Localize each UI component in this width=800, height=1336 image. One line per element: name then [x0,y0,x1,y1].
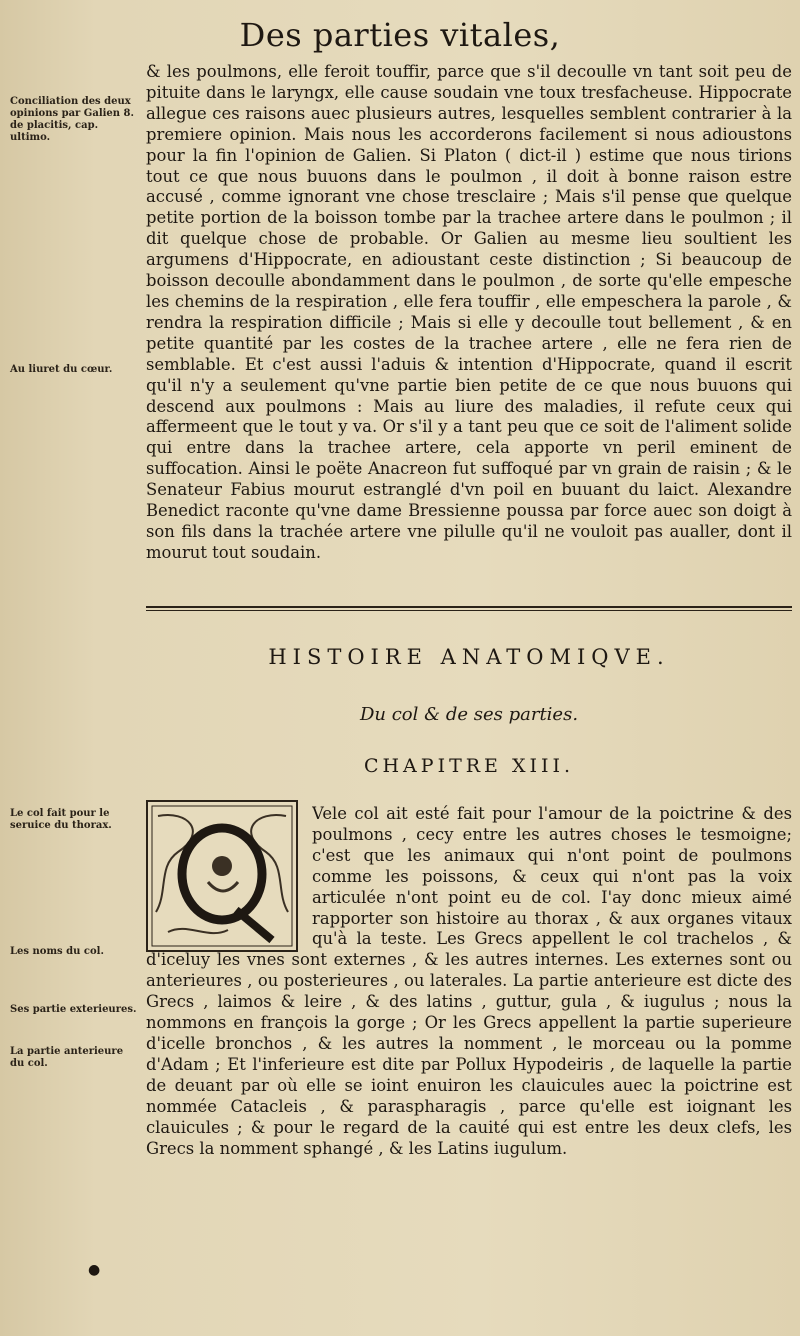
decorated-initial [146,800,298,952]
paragraph-2-top: Vele col ait esté fait pour l'amour de la poictrine & des poulmons , cecy entre les autres choses le tesmoigne; c'est que les animaux qui n'ont point de poulmons comme les poissons, & ceux qui n'ont pas la voix articulée n'ont point eu de col. I'ay donc mieux aimé rapporter son histoire au thorax , & aux organes vitaux qu'à la teste. Les Grecs appellent le col trachelos , & [312,804,792,949]
paragraph-2-bottom: d'iceluy les vnes sont externes , & les autres internes. Les externes sont ou anterieures , ou posterieures , ou laterales. La partie anterieure est dicte des Grecs , laimos & leire , & des latins , guttur, gula , & iugulus ; nous la nommons en françois la gorge ; Or les Grecs appellent la partie superieure d'icelle bronchos , & les autres la nomment , le morceau ou la pomme d'Adam ; Et l'inferieure est dite par Pollux Hypodeiris , de laquelle la partie de deuant par où elle se ioint enuiron les clauicules auec la poictrine est nommée Catacleis , & paraspharagis , parce qu'elle est ioignant les clauicules ; & pour le regard de la cauité qui est entre les deux clefs, les Grecs la nomment sphangé , & les Latins iugulum. [146,950,792,1158]
margin-note: Les noms du col. [10,946,104,957]
running-head: Des parties vitales, [239,16,561,54]
paragraph-2-bottom-window [146,950,792,1260]
paragraph-2-top-window [312,804,792,950]
paragraph-1: & les poulmons, elle feroit touffir, parce que s'il decoulle vn tant soit peu de pituite dans le laryngx, elle cause soudain vne toux tresfacheuse. Hippocrate allegue ces raisons auec plusieurs autres, lesquelles semblent contrarier à la premiere opinion. Mais nous les accorderons facilement si nous adioustons pour la fin l'opinion de Galien. Si Platon ( dict-il ) estime que nous tirions tout ce que nous buuons dans le poulmon , il doit à bonne raison estre accusé , comme ignorant vne chose tresclaire ; Mais s'il pense que quelque petite portion de la boisson tombe par la trachee artere dans le poulmon ; il dit quelque chose de probable. Or Galien au mesme lieu soultient les argumens d'Hippocrate, en adioustant ceste distinction ; Si beaucoup de boisson decoulle abondamment dans le poulmon , de sorte qu'elle empesche les chemins de la respiration , elle fera touffir , elle empeschera la parole , & rendra la respiration difficile ; Mais si elle y decoulle tout bellement , & en petite quantité par les costes de la trachee artere , elle ne fera rien de semblable. Et c'est aussi l'aduis & intention d'Hippocrate, quand il escrit qu'il n'y a seulement qu'vne partie bien petite de ce que nous buuons qui descend aux poulmons : Mais au liure des maladies, il refute ceux qui affermeent que le tout y va. Or s'il y a tant peu que ce soit de l'aliment solide qui entre dans la trachee artere, cela apporte vn peril eminent de suffocation. Ainsi le poëte Anacreon fut suffoqué par vn grain de raisin ; & le Senateur Fabius mourut estranglé d'vn poil en buuant du laict. Alexandre Benedict raconte qu'vne dame Bressienne poussa par force auec son doigt à son fils dans la trachée artere vne pilulle qu'il ne vouloit pas aualler, dont il mourut tout soudain. [146,62,792,562]
chapter-title: CHAPITRE XIII. [363,755,575,777]
decorated-initial-q-icon [148,802,296,950]
chapter-subtitle: Du col & de ses parties. [359,704,579,725]
margin-note: Le col fait pour le seruice du thorax. [10,808,112,831]
margin-note: Ses partie exterieures. [10,1004,137,1015]
margin-note: Conciliation des deux opinions par Galien 8. de placitis, cap. ultimo. [10,96,134,143]
margin-note: Au liuret du cœur. [10,364,113,375]
section-rule [146,606,792,611]
paragraph-1-block [146,62,792,564]
mark: ● [88,1262,101,1278]
margin-note: La partie anterieure du col. [10,1046,124,1069]
section-title: HISTOIRE ANATOMIQVE. [268,645,670,669]
